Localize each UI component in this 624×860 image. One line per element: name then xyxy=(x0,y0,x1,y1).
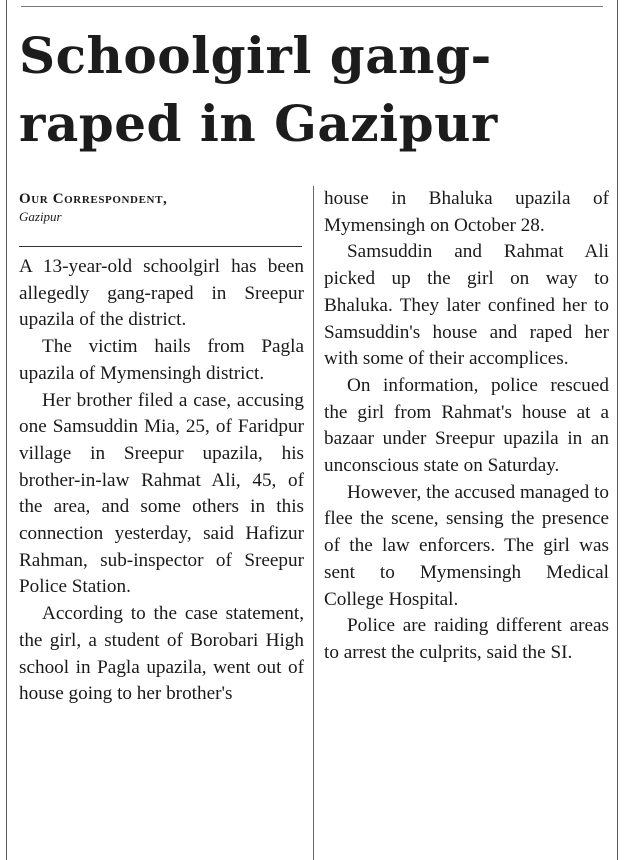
byline xyxy=(19,190,309,226)
column-divider xyxy=(313,186,314,860)
paragraph: However, the accused managed to flee the scene, sensing the presence of the law enforcers. The girl was sent to Mymensingh Medical College Hospital. xyxy=(324,481,609,610)
byline-rule xyxy=(19,246,302,247)
byline-location: Gazipur xyxy=(19,209,62,224)
headline: Schoolgirl gang-raped in Gazipur xyxy=(19,26,498,153)
paragraph: According to the case statement, the girl, a student of Borobari High school in Pagla upazila, went out of house going to her brother's xyxy=(19,603,304,705)
top-rule xyxy=(21,6,603,7)
right-column xyxy=(324,186,609,667)
paragraph: house in Bhaluka upazila of Mymensingh on October 28. xyxy=(324,188,609,236)
paragraph: The victim hails from Pagla upazila of Mymensingh district. xyxy=(19,336,304,384)
byline-name: Our Correspondent, xyxy=(19,191,168,207)
left-column xyxy=(19,254,304,708)
paragraph: A 13-year-old schoolgirl has been allegedly gang-raped in Sreepur upazila of the district. xyxy=(19,256,304,331)
paragraph: On information, police rescued the girl from Rahmat's house at a bazaar under Sreepur upazila in an unconscious state on Saturday. xyxy=(324,374,609,477)
paragraph: Police are raiding different areas to arrest the culprits, said the SI. xyxy=(324,615,609,663)
paragraph: Her brother filed a case, accusing one Samsuddin Mia, 25, of Faridpur village in Sreepur upazila, his brother-in-law Rahmat Ali, 45, of the area, and some others in this connection yesterday, said Hafizur Rahman, sub-inspector of Sreepur Police Station. xyxy=(19,389,304,598)
paragraph: Samsuddin and Rahmat Ali picked up the girl on way to Bhaluka. They later confined her to Samsuddin's house and raped her with some of their accomplices. xyxy=(324,241,609,370)
